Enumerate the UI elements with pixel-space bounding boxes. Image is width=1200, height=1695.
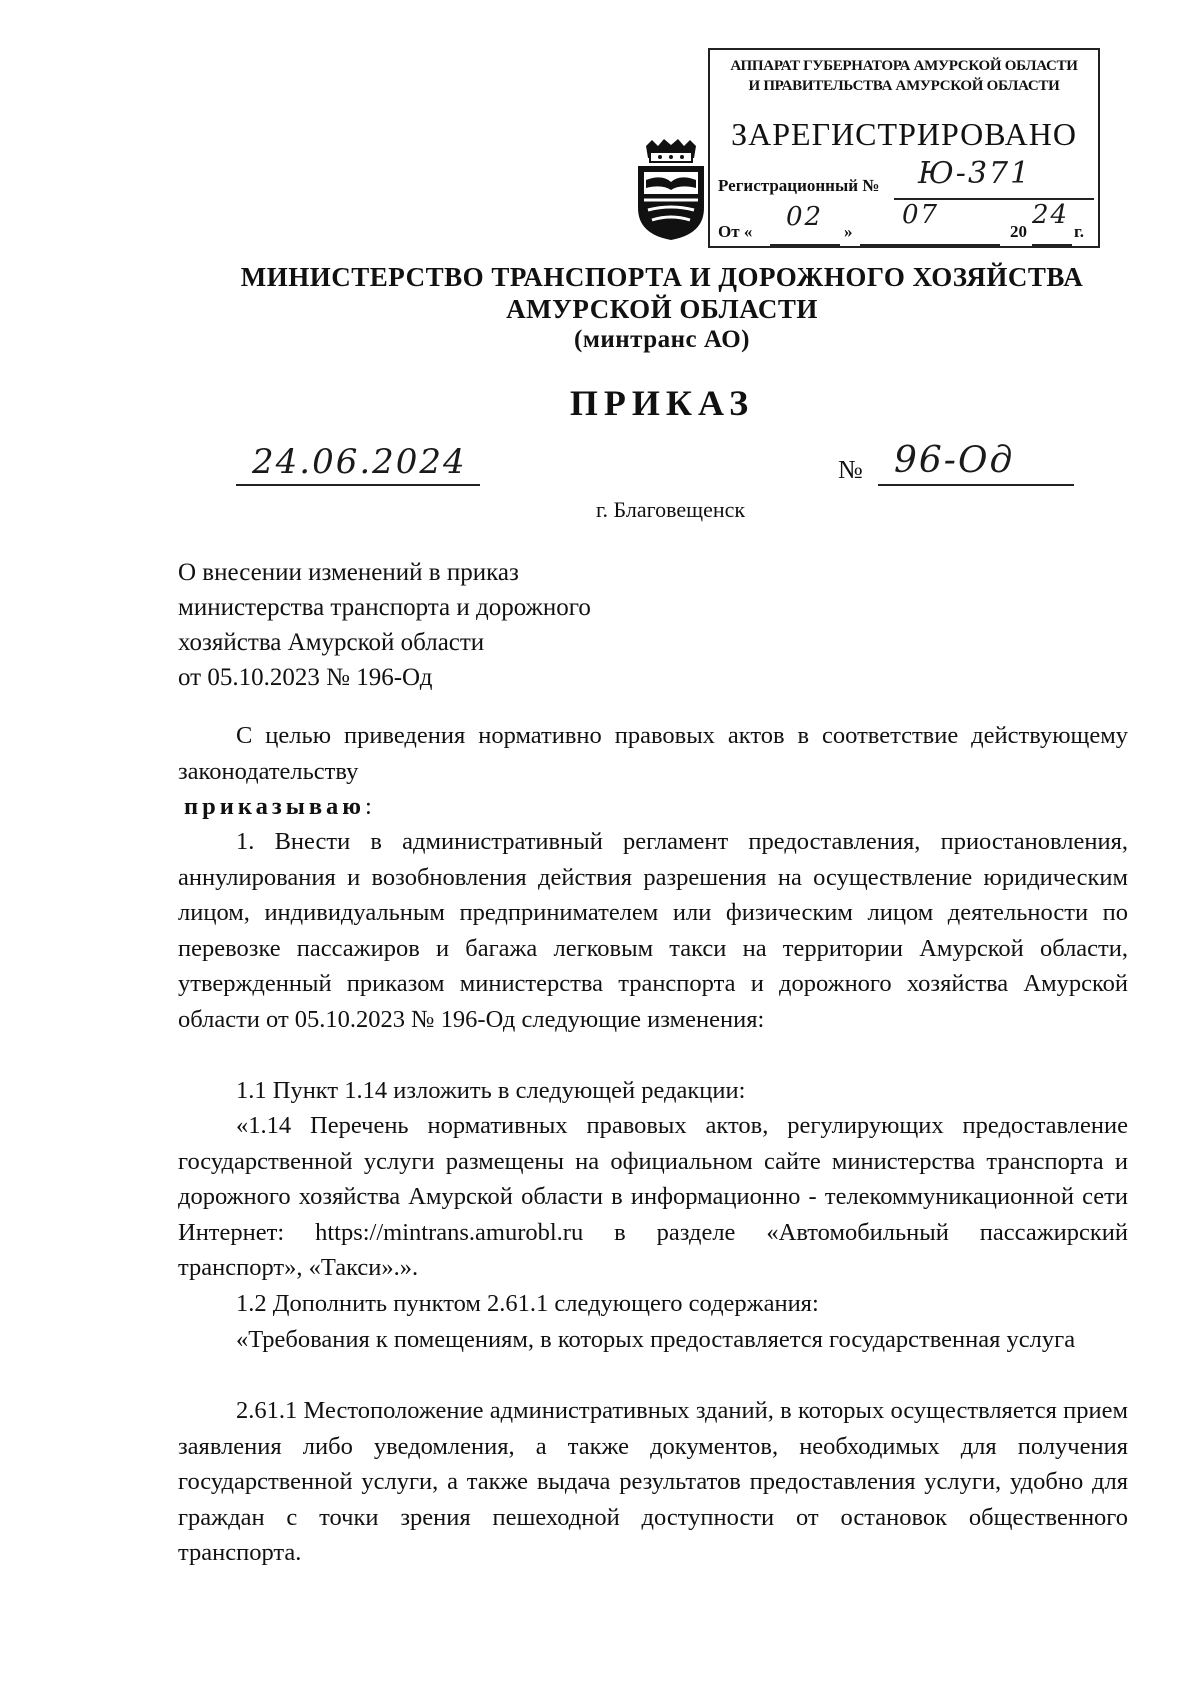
order-number: 96-Од (894, 440, 1015, 481)
paragraph-1-2-heading: «Требования к помещениям, в которых предоставляется государственная услуга (236, 1326, 1076, 1353)
stamp-date-row (718, 222, 752, 242)
stamp-reg-label: Регистрационный № (718, 176, 880, 195)
stamp-reg-number: Ю-371 (918, 156, 1032, 191)
city: г. Благовещенск (596, 497, 746, 522)
order-date: 24.06.2024 (252, 442, 467, 482)
subject-line-4: от 05.10.2023 № 196-Од (178, 664, 433, 691)
stamp-org-line2: И ПРАВИТЕЛЬСТВА АМУРСКОЙ ОБЛАСТИ (748, 78, 1060, 94)
document-title: ПРИКАЗ (569, 383, 755, 423)
paragraph-1-1-text: «1.14 Перечень нормативных правовых актов, регулирующих предоставление государственной услуги размещены на официальном сайте министерства транспорта и дорожного хозяйства Амурской области в информационно - телекоммуникационной сети Интернет: https://mintrans.amurobl.ru в разделе «Автомобильный пассажирский транспорт», «Такси».». (178, 1112, 1128, 1281)
preamble-paragraph: С целью приведения нормативно правовых актов в соответствие действующему законодательству (178, 722, 1128, 785)
stamp-year-prefix: 20 (1010, 222, 1027, 241)
order-word: приказываю (184, 793, 366, 820)
stamp-status: ЗАРЕГИСТРИРОВАНО (731, 116, 1077, 152)
stamp-year-unit: г. (1074, 222, 1085, 241)
stamp-date-sep: » (844, 222, 853, 241)
subject-line-1: О внесении изменений в приказ (178, 559, 519, 586)
stamp-year-suffix: 24 (1032, 200, 1070, 230)
registration-stamp (708, 48, 1100, 248)
ministry-name-line1: МИНИСТЕРСТВО ТРАНСПОРТА И ДОРОЖНОГО ХОЗЯЙСТВА (240, 262, 1084, 292)
order-number-label: № (838, 455, 863, 484)
paragraph-1: 1. Внести в административный регламент предоставления, приостановления, аннулирования и возобновления действия разрешения на осуществление юридическим лицом, индивидуальным предпринимателем или физическим лицом деятельности по перевозке пассажиров и багажа легковым такси на территории Амурской области, утвержденный приказом министерства транспорта и дорожного хозяйства Амурской области от 05.10.2023 № 196-Од следующие изменения: (178, 828, 1128, 1033)
subject-line-3: хозяйства Амурской области (178, 629, 485, 656)
ministry-name-line2: АМУРСКОЙ ОБЛАСТИ (506, 294, 818, 324)
stamp-date-month: 07 (902, 200, 940, 230)
order-colon: : (365, 793, 372, 820)
coat-of-arms-icon (632, 138, 710, 242)
stamp-org-line1: АППАРАТ ГУБЕРНАТОРА АМУРСКОЙ ОБЛАСТИ (730, 58, 1078, 74)
stamp-reg-row (718, 176, 879, 196)
paragraph-2-61-1: 2.61.1 Местоположение административных зданий, в которых осуществляется прием заявления либо уведомления, а также документов, необходимых для получения государственной услуги, а также выдача результатов предоставления услуги, удобно для граждан с точки зрения пешеходной доступности от остановок общественного транспорта. (178, 1397, 1128, 1566)
ministry-short-name: (минтранс АО) (574, 326, 750, 353)
stamp-date-prefix: От « (718, 222, 753, 241)
order-word-line (184, 789, 372, 825)
subject-line-2: министерства транспорта и дорожного (178, 594, 591, 621)
stamp-date-day: 02 (786, 202, 824, 232)
paragraph-1-1: 1.1 Пункт 1.14 изложить в следующей редакции: (236, 1077, 746, 1104)
paragraph-1-2: 1.2 Дополнить пунктом 2.61.1 следующего содержания: (236, 1290, 819, 1317)
